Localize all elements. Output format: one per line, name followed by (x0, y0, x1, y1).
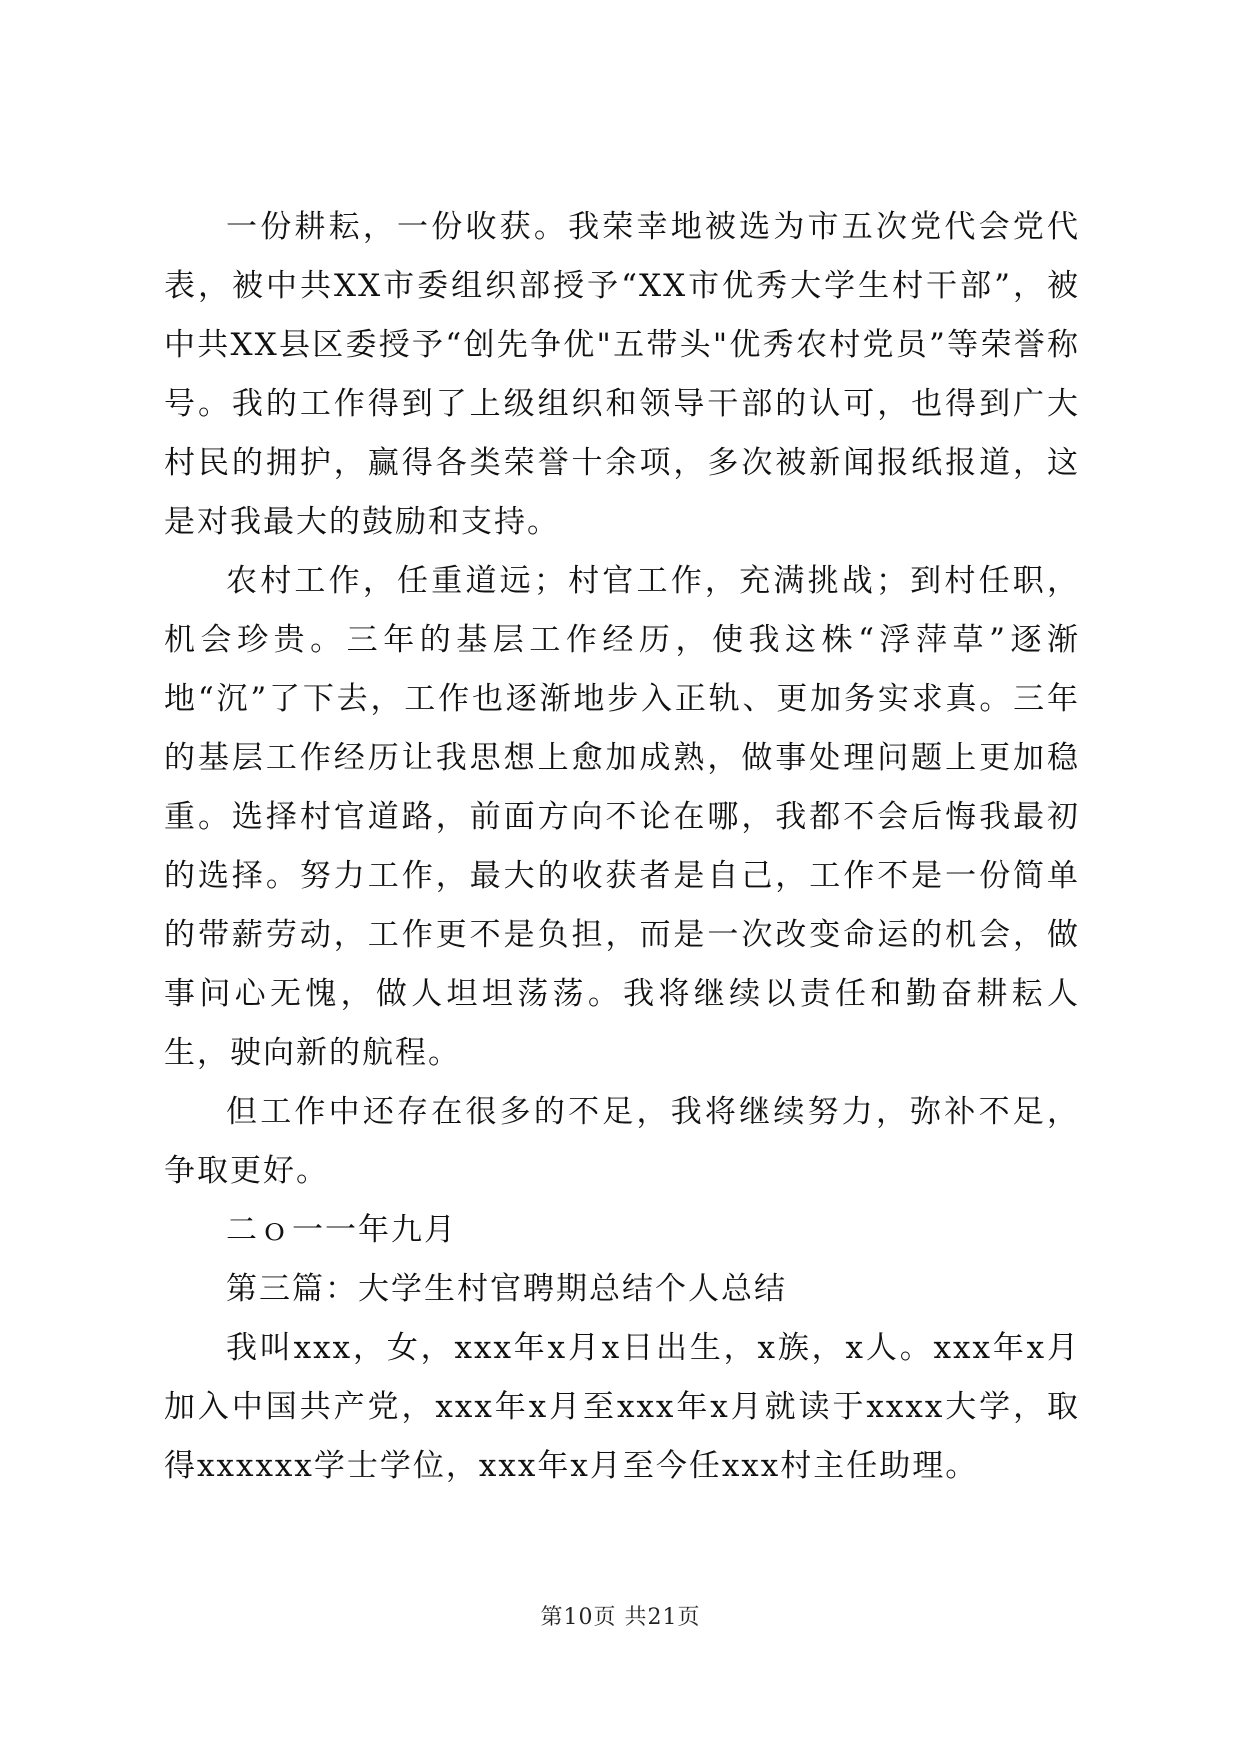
page-number-footer: 第10页 共21页 (540, 1605, 701, 1630)
document-body (164, 198, 1080, 1496)
paragraph-honors: 一份耕耘，一份收获。我荣幸地被选为市五次党代会党代表，被中共XX市委组织部授予“XX市优秀大学生村干部”，被中共XX县区委授予“创先争优"五带头"优秀农村党员”等荣誉称号。我的工作得到了上级组织和领导干部的认可，也得到广大村民的拥护，赢得各类荣誉十余项，多次被新闻报纸报道，这是对我最大的鼓励和支持。 (164, 209, 1080, 540)
paragraph-introduction: 我叫xxx，女，xxx年x月x日出生，x族，x人。xxx年x月加入中国共产党，xxx年x月至xxx年x月就读于xxxx大学，取得xxxxxx学士学位，xxx年x月至今任xxx村主任助理。 (164, 1330, 1080, 1484)
paragraph-shortcomings: 但工作中还存在很多的不足，我将继续努力，弥补不足，争取更好。 (164, 1094, 1080, 1189)
paragraph-village-work: 农村工作，任重道远；村官工作，充满挑战；到村任职，机会珍贵。三年的基层工作经历，使我这株“浮萍草”逐渐地“沉”了下去，工作也逐渐地步入正轨、更加务实求真。三年的基层工作经历让我思想上愈加成熟，做事处理问题上更加稳重。选择村官道路，前面方向不论在哪，我都不会后悔我最初的选择。努力工作，最大的收获者是自己，工作不是一份简单的带薪劳动，工作更不是负担，而是一次改变命运的机会，做事问心无愧，做人坦坦荡荡。我将继续以责任和勤奋耕耘人生，驶向新的航程。 (164, 563, 1080, 1071)
date-line: 二ｏ一一年九月 (226, 1212, 457, 1248)
section-heading: 第三篇：大学生村官聘期总结个人总结 (226, 1271, 787, 1307)
